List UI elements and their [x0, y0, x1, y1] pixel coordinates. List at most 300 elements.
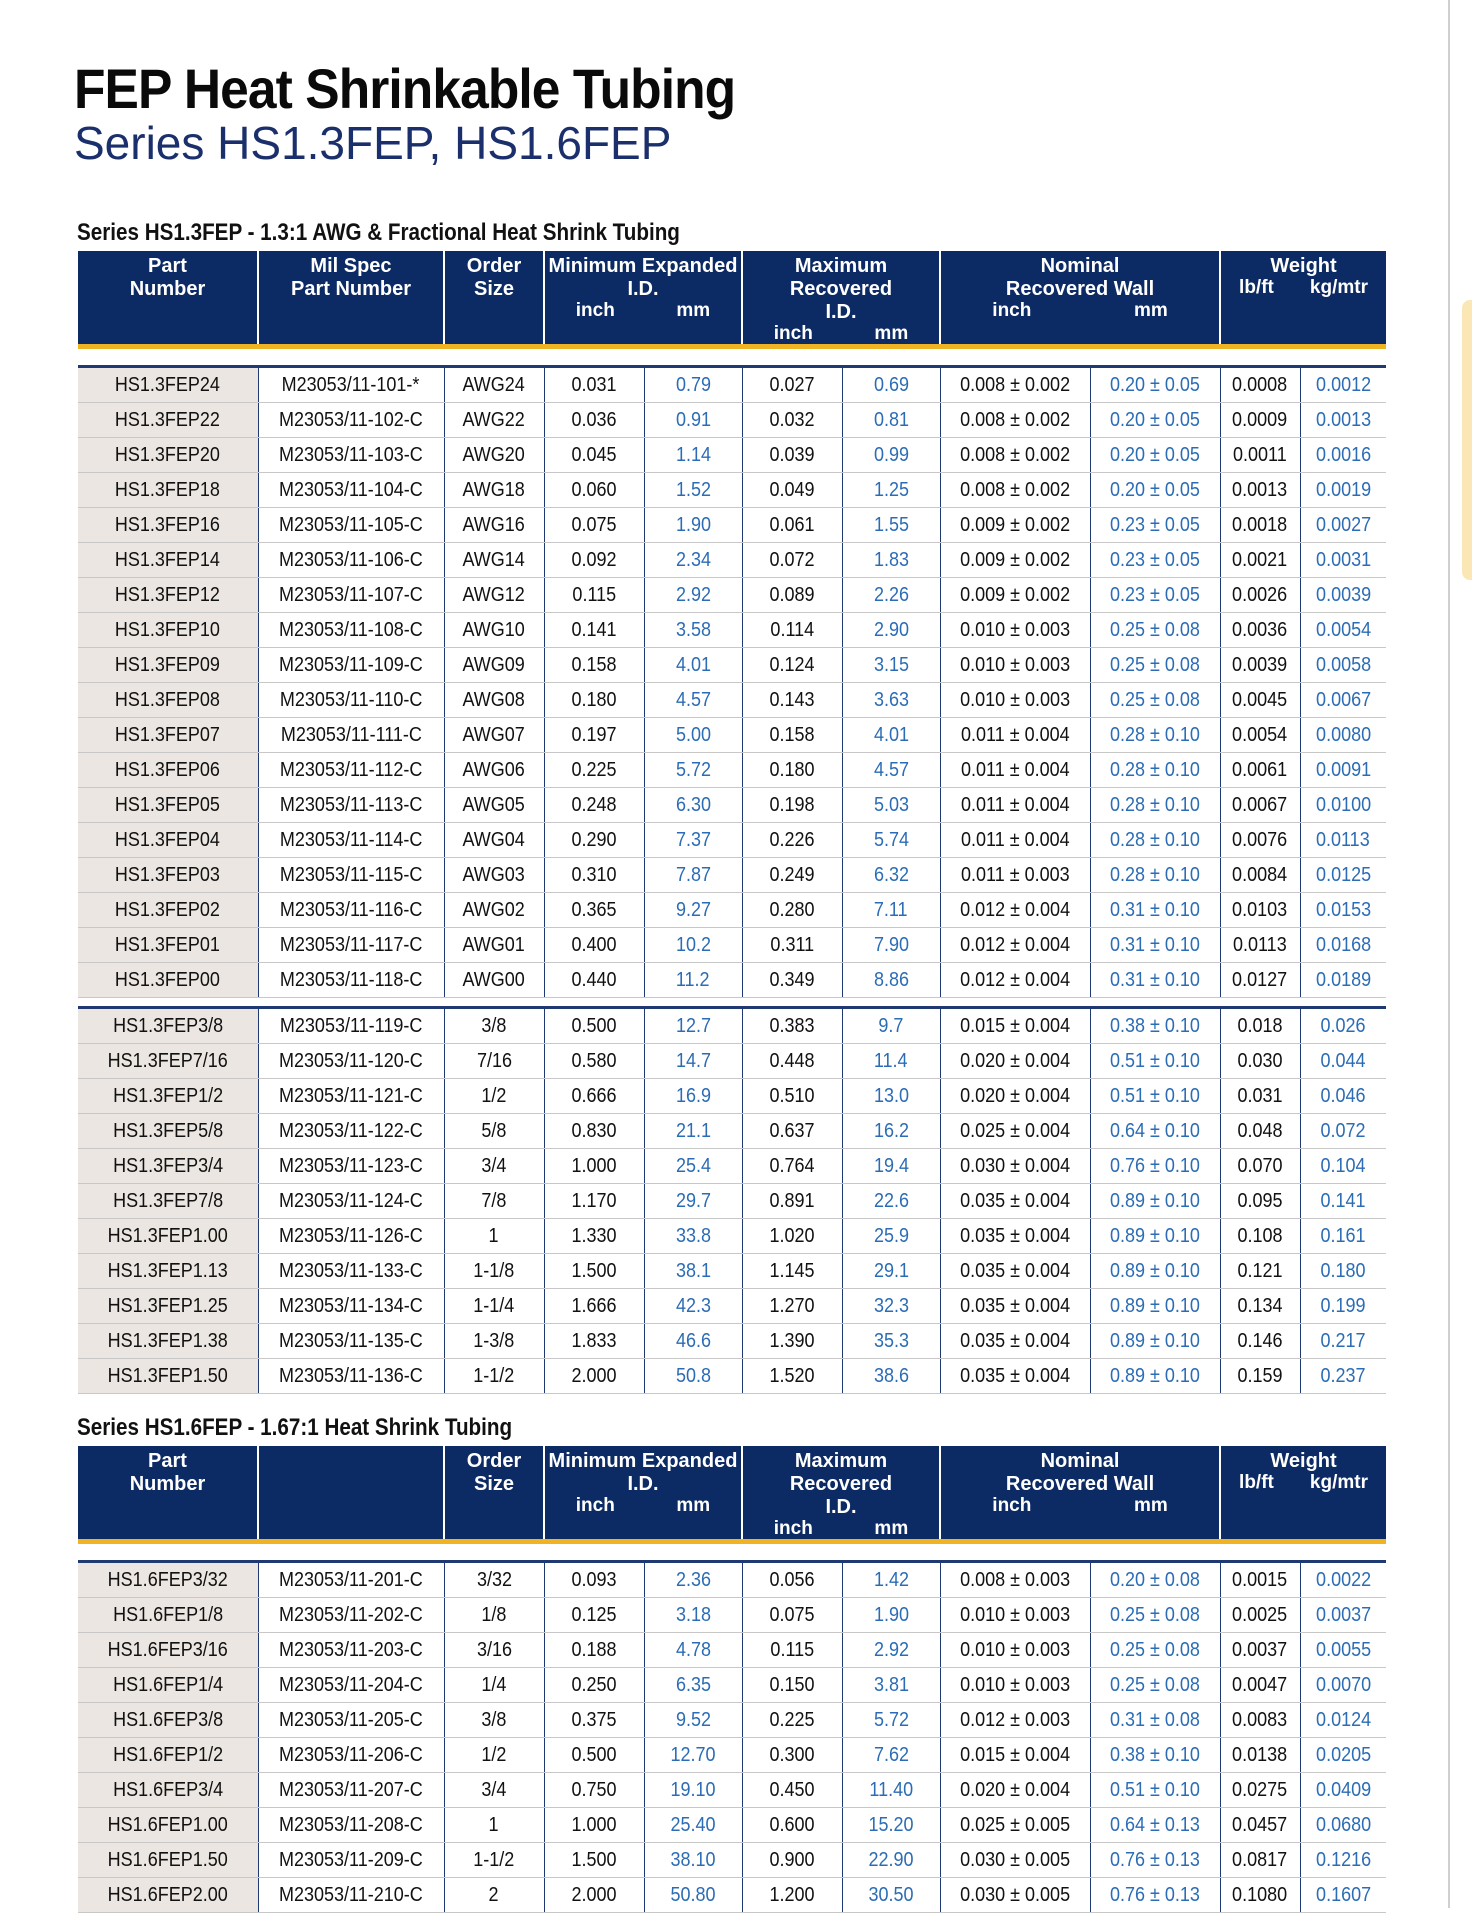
table-cell: 0.072 — [1300, 1114, 1386, 1149]
table-cell: M23053/11-204-C — [258, 1668, 444, 1703]
table-cell: 0.0083 — [1220, 1703, 1300, 1738]
table-cell: 0.0076 — [1220, 823, 1300, 858]
table-cell: 0.0125 — [1300, 858, 1386, 893]
unit-label: inch — [575, 1495, 615, 1516]
table-cell: 0.188 — [544, 1633, 644, 1668]
table-cell: 0.300 — [742, 1738, 842, 1773]
table-cell: 0.0113 — [1300, 823, 1386, 858]
table-cell: 7.62 — [842, 1738, 940, 1773]
table-cell: 0.008 ± 0.002 — [940, 438, 1090, 473]
table-cell: HS1.3FEP16 — [78, 508, 258, 543]
table-cell: 0.018 — [1220, 1009, 1300, 1044]
unit-label: inch — [992, 300, 1032, 321]
table-cell: 1-1/4 — [444, 1289, 544, 1324]
table-cell: HS1.3FEP1/2 — [78, 1079, 258, 1114]
table-cell: 22.90 — [842, 1843, 940, 1878]
table-row — [78, 1633, 1386, 1668]
table-cell: 0.125 — [544, 1598, 644, 1633]
section-title-hs16: Series HS1.6FEP - 1.67:1 Heat Shrink Tubing — [77, 1414, 513, 1441]
table-cell: 0.0008 — [1220, 368, 1300, 403]
table-row — [78, 473, 1386, 508]
table-cell: 9.7 — [842, 1009, 940, 1044]
table-cell: 7.87 — [644, 858, 742, 893]
table-cell: 0.25 ± 0.08 — [1090, 1668, 1220, 1703]
table-cell: HS1.3FEP1.13 — [78, 1254, 258, 1289]
table-cell: M23053/11-119-C — [258, 1009, 444, 1044]
table-cell: M23053/11-126-C — [258, 1219, 444, 1254]
table-cell: 0.25 ± 0.08 — [1090, 648, 1220, 683]
table-cell: 0.134 — [1220, 1289, 1300, 1324]
table-cell: 19.4 — [842, 1149, 940, 1184]
table-cell: 3.15 — [842, 648, 940, 683]
table-cell: M23053/11-120-C — [258, 1044, 444, 1079]
table-cell: 0.76 ± 0.13 — [1090, 1878, 1220, 1913]
table-cell: 0.666 — [544, 1079, 644, 1114]
table-cell: 0.030 ± 0.005 — [940, 1843, 1090, 1878]
table-cell: 0.64 ± 0.13 — [1090, 1808, 1220, 1843]
table-cell: 29.7 — [644, 1184, 742, 1219]
table-cell: HS1.6FEP3/16 — [78, 1633, 258, 1668]
header-nominal-wall: Nominal Recovered Wall inch mm — [940, 251, 1220, 344]
table-cell: 0.1080 — [1220, 1878, 1300, 1913]
table-cell: 0.365 — [544, 893, 644, 928]
table-cell: M23053/11-115-C — [258, 858, 444, 893]
spec-table-hs13 — [78, 251, 1386, 1394]
table-cell: 0.0409 — [1300, 1773, 1386, 1808]
table-cell: HS1.3FEP7/16 — [78, 1044, 258, 1079]
header-min-expanded-id: Minimum Expanded I.D. inch mm — [544, 251, 742, 344]
table-cell: M23053/11-113-C — [258, 788, 444, 823]
table-cell: 6.32 — [842, 858, 940, 893]
table-header-row — [78, 1446, 1386, 1539]
table-cell: 0.383 — [742, 1009, 842, 1044]
table-cell: 0.0026 — [1220, 578, 1300, 613]
table-cell: 0.23 ± 0.05 — [1090, 578, 1220, 613]
table-row — [78, 893, 1386, 928]
table-row — [78, 1184, 1386, 1219]
table-cell: 0.010 ± 0.003 — [940, 648, 1090, 683]
table-cell: 0.030 ± 0.005 — [940, 1878, 1090, 1913]
table-cell: 0.0047 — [1220, 1668, 1300, 1703]
table-cell: M23053/11-205-C — [258, 1703, 444, 1738]
table-cell: 0.310 — [544, 858, 644, 893]
table-cell: 0.250 — [544, 1668, 644, 1703]
table-cell: M23053/11-104-C — [258, 473, 444, 508]
table-cell: M23053/11-109-C — [258, 648, 444, 683]
table-cell: 11.2 — [644, 963, 742, 998]
unit-label: inch — [992, 1495, 1032, 1516]
table-cell: 0.0817 — [1220, 1843, 1300, 1878]
table-cell: 1.020 — [742, 1219, 842, 1254]
table-cell: HS1.3FEP1.25 — [78, 1289, 258, 1324]
table-cell: 0.25 ± 0.08 — [1090, 1633, 1220, 1668]
table-cell: 0.108 — [1220, 1219, 1300, 1254]
table-cell: M23053/11-102-C — [258, 403, 444, 438]
table-cell: 0.25 ± 0.08 — [1090, 1598, 1220, 1633]
table-cell: 3.63 — [842, 683, 940, 718]
table-cell: 0.89 ± 0.10 — [1090, 1359, 1220, 1394]
table-cell: 0.0055 — [1300, 1633, 1386, 1668]
table-cell: 3.81 — [842, 1668, 940, 1703]
table-cell: 1.42 — [842, 1563, 940, 1598]
table-cell: 0.025 ± 0.004 — [940, 1114, 1090, 1149]
table-cell: 0.89 ± 0.10 — [1090, 1184, 1220, 1219]
table-cell: 0.180 — [544, 683, 644, 718]
table-cell: M23053/11-124-C — [258, 1184, 444, 1219]
table-row — [78, 508, 1386, 543]
table-cell: AWG06 — [444, 753, 544, 788]
table-cell: 1.14 — [644, 438, 742, 473]
table-cell: M23053/11-206-C — [258, 1738, 444, 1773]
table-cell: 1.390 — [742, 1324, 842, 1359]
table-cell: 0.044 — [1300, 1044, 1386, 1079]
table-cell: 0.141 — [1300, 1184, 1386, 1219]
table-cell: HS1.3FEP04 — [78, 823, 258, 858]
table-cell: M23053/11-114-C — [258, 823, 444, 858]
table-cell: 0.0084 — [1220, 858, 1300, 893]
page-edge-line — [1448, 0, 1450, 1908]
table-cell: 0.28 ± 0.10 — [1090, 858, 1220, 893]
table-cell: M23053/11-203-C — [258, 1633, 444, 1668]
table-cell: 0.79 — [644, 368, 742, 403]
table-cell: 0.237 — [1300, 1359, 1386, 1394]
table-cell: AWG07 — [444, 718, 544, 753]
table-cell: HS1.3FEP20 — [78, 438, 258, 473]
table-row — [78, 718, 1386, 753]
table-cell: HS1.3FEP1.38 — [78, 1324, 258, 1359]
table-row — [78, 1324, 1386, 1359]
table-cell: 1.833 — [544, 1324, 644, 1359]
table-cell: 0.143 — [742, 683, 842, 718]
table-cell: 0.031 — [544, 368, 644, 403]
table-cell: 0.600 — [742, 1808, 842, 1843]
table-cell: 0.76 ± 0.13 — [1090, 1843, 1220, 1878]
table-row — [78, 1598, 1386, 1633]
table-cell: 11.4 — [842, 1044, 940, 1079]
table-cell: 0.0011 — [1220, 438, 1300, 473]
table-cell: 0.0016 — [1300, 438, 1386, 473]
table-cell: 2.000 — [544, 1359, 644, 1394]
header-weight: Weight lb/ft kg/mtr — [1220, 1446, 1386, 1539]
table-cell: 0.28 ± 0.10 — [1090, 718, 1220, 753]
table-cell: M23053/11-136-C — [258, 1359, 444, 1394]
table-cell: 0.0037 — [1300, 1598, 1386, 1633]
table-cell: 0.180 — [1300, 1254, 1386, 1289]
table-cell: 0.290 — [544, 823, 644, 858]
table-row — [78, 788, 1386, 823]
header-part-number: Part Number — [78, 251, 258, 344]
table-cell: 0.070 — [1220, 1149, 1300, 1184]
table-cell: 0.0054 — [1220, 718, 1300, 753]
table-cell: 0.008 ± 0.002 — [940, 403, 1090, 438]
table-cell: 0.891 — [742, 1184, 842, 1219]
table-cell: 0.093 — [544, 1563, 644, 1598]
table-cell: 3/4 — [444, 1149, 544, 1184]
table-cell: M23053/11-106-C — [258, 543, 444, 578]
table-cell: HS1.6FEP2.00 — [78, 1878, 258, 1913]
table-cell: 1/8 — [444, 1598, 544, 1633]
table-cell: 0.0045 — [1220, 683, 1300, 718]
table-cell: 0.146 — [1220, 1324, 1300, 1359]
table-row — [78, 963, 1386, 998]
table-cell: 1.000 — [544, 1149, 644, 1184]
table-cell: 21.1 — [644, 1114, 742, 1149]
table-header-row — [78, 251, 1386, 344]
table-cell: 0.248 — [544, 788, 644, 823]
table-cell: 0.23 ± 0.05 — [1090, 508, 1220, 543]
table-cell: 7/8 — [444, 1184, 544, 1219]
unit-label: mm — [874, 323, 909, 344]
table-cell: 0.750 — [544, 1773, 644, 1808]
table-cell: 0.0061 — [1220, 753, 1300, 788]
header-max-recovered-id: Maximum Recovered I.D. inch mm — [742, 1446, 940, 1539]
table-cell: 6.30 — [644, 788, 742, 823]
table-cell: 0.0037 — [1220, 1633, 1300, 1668]
table-cell: 6.35 — [644, 1668, 742, 1703]
table-cell: 7.37 — [644, 823, 742, 858]
table-cell: HS1.3FEP1.50 — [78, 1359, 258, 1394]
unit-label: lb/ft — [1239, 277, 1274, 298]
table-row — [78, 648, 1386, 683]
table-cell: 0.69 — [842, 368, 940, 403]
table-cell: HS1.3FEP00 — [78, 963, 258, 998]
table-cell: 0.0015 — [1220, 1563, 1300, 1598]
table-cell: AWG04 — [444, 823, 544, 858]
table-cell: M23053/11-122-C — [258, 1114, 444, 1149]
table-cell: 2.26 — [842, 578, 940, 613]
table-cell: 0.0080 — [1300, 718, 1386, 753]
table-cell: 0.580 — [544, 1044, 644, 1079]
table-cell: 0.046 — [1300, 1079, 1386, 1114]
table-cell: 5.72 — [644, 753, 742, 788]
table-cell: 1.200 — [742, 1878, 842, 1913]
table-cell: 0.020 ± 0.004 — [940, 1079, 1090, 1114]
table-row — [78, 1808, 1386, 1843]
table-cell: HS1.3FEP18 — [78, 473, 258, 508]
table-cell: M23053/11-123-C — [258, 1149, 444, 1184]
table-cell: 0.1216 — [1300, 1843, 1386, 1878]
table-cell: 0.0275 — [1220, 1773, 1300, 1808]
table-cell: 0.114 — [742, 613, 842, 648]
table-cell: 1.83 — [842, 543, 940, 578]
table-cell: 0.500 — [544, 1009, 644, 1044]
table-cell: 0.011 ± 0.003 — [940, 858, 1090, 893]
table-cell: 0.049 — [742, 473, 842, 508]
table-cell: M23053/11-101-* — [258, 368, 444, 403]
table-row — [78, 823, 1386, 858]
table-cell: 0.0457 — [1220, 1808, 1300, 1843]
table-cell: 1.270 — [742, 1289, 842, 1324]
table-cell: HS1.3FEP10 — [78, 613, 258, 648]
table-cell: HS1.3FEP08 — [78, 683, 258, 718]
table-cell: 1-3/8 — [444, 1324, 544, 1359]
table-cell: 0.0070 — [1300, 1668, 1386, 1703]
table-cell: 0.072 — [742, 543, 842, 578]
table-cell: 0.830 — [544, 1114, 644, 1149]
table-cell: HS1.3FEP24 — [78, 368, 258, 403]
table-cell: 0.0018 — [1220, 508, 1300, 543]
header-order-size: Order Size — [444, 1446, 544, 1539]
table-cell: 42.3 — [644, 1289, 742, 1324]
header-order-size: Order Size — [444, 251, 544, 344]
table-cell: 0.075 — [544, 508, 644, 543]
table-row — [78, 1738, 1386, 1773]
table-cell: 1/2 — [444, 1738, 544, 1773]
table-cell: 0.026 — [1300, 1009, 1386, 1044]
table-cell: HS1.3FEP22 — [78, 403, 258, 438]
table-cell: 38.6 — [842, 1359, 940, 1394]
table-cell: 3/8 — [444, 1703, 544, 1738]
table-cell: 0.161 — [1300, 1219, 1386, 1254]
table-row — [78, 1044, 1386, 1079]
table-cell: 0.0091 — [1300, 753, 1386, 788]
table-cell: 0.0100 — [1300, 788, 1386, 823]
table-row — [78, 683, 1386, 718]
unit-label: mm — [874, 1518, 909, 1539]
table-cell: 2 — [444, 1878, 544, 1913]
table-cell: 22.6 — [842, 1184, 940, 1219]
table-cell: 1.000 — [544, 1808, 644, 1843]
table-cell: 5.03 — [842, 788, 940, 823]
table-cell: 12.70 — [644, 1738, 742, 1773]
table-cell: 0.141 — [544, 613, 644, 648]
unit-label: mm — [676, 300, 711, 321]
header-mil-spec: Mil Spec Part Number — [258, 251, 444, 344]
table-cell: 19.10 — [644, 1773, 742, 1808]
table-cell: HS1.6FEP3/32 — [78, 1563, 258, 1598]
table-row — [78, 613, 1386, 648]
table-cell: 0.0067 — [1220, 788, 1300, 823]
table-cell: 50.80 — [644, 1878, 742, 1913]
table-cell: 1-1/2 — [444, 1843, 544, 1878]
table-row — [78, 753, 1386, 788]
table-cell: 0.0021 — [1220, 543, 1300, 578]
table-cell: 0.031 — [1220, 1079, 1300, 1114]
table-cell: 46.6 — [644, 1324, 742, 1359]
table-cell: HS1.3FEP02 — [78, 893, 258, 928]
table-cell: 1.145 — [742, 1254, 842, 1289]
table-cell: 0.011 ± 0.004 — [940, 788, 1090, 823]
table-cell: 0.225 — [544, 753, 644, 788]
table-cell: 4.57 — [644, 683, 742, 718]
table-row — [78, 1773, 1386, 1808]
unit-label: inch — [773, 323, 813, 344]
table-cell: 0.764 — [742, 1149, 842, 1184]
table-cell: 0.0058 — [1300, 648, 1386, 683]
table-cell: AWG01 — [444, 928, 544, 963]
table-cell: 0.010 ± 0.003 — [940, 1633, 1090, 1668]
table-cell: 12.7 — [644, 1009, 742, 1044]
table-cell: AWG16 — [444, 508, 544, 543]
table-cell: M23053/11-103-C — [258, 438, 444, 473]
table-cell: 0.115 — [742, 1633, 842, 1668]
table-cell: 0.159 — [1220, 1359, 1300, 1394]
table-cell: 0.0680 — [1300, 1808, 1386, 1843]
table-cell: 0.0009 — [1220, 403, 1300, 438]
table-row — [78, 1563, 1386, 1598]
table-row — [78, 1254, 1386, 1289]
table-cell: 38.1 — [644, 1254, 742, 1289]
table-cell: 1.500 — [544, 1254, 644, 1289]
table-row — [78, 1079, 1386, 1114]
table-cell: 0.121 — [1220, 1254, 1300, 1289]
table-cell: 0.150 — [742, 1668, 842, 1703]
table-cell: 0.20 ± 0.05 — [1090, 403, 1220, 438]
table-cell: HS1.6FEP1/2 — [78, 1738, 258, 1773]
table-cell: 0.0103 — [1220, 893, 1300, 928]
table-cell: HS1.3FEP01 — [78, 928, 258, 963]
table-cell: 35.3 — [842, 1324, 940, 1359]
table-cell: 0.010 ± 0.003 — [940, 613, 1090, 648]
table-cell: 0.061 — [742, 508, 842, 543]
table-cell: 1.55 — [842, 508, 940, 543]
unit-label: mm — [1133, 300, 1168, 321]
table-cell: 0.158 — [544, 648, 644, 683]
table-cell: 0.0127 — [1220, 963, 1300, 998]
table-cell: 0.450 — [742, 1773, 842, 1808]
table-cell: 0.0019 — [1300, 473, 1386, 508]
table-cell: 0.035 ± 0.004 — [940, 1359, 1090, 1394]
table-row — [78, 1878, 1386, 1913]
table-cell: 0.440 — [544, 963, 644, 998]
table-cell: AWG02 — [444, 893, 544, 928]
table-cell: 0.0027 — [1300, 508, 1386, 543]
table-cell: 0.039 — [742, 438, 842, 473]
table-cell: 10.2 — [644, 928, 742, 963]
table-cell: HS1.3FEP3/4 — [78, 1149, 258, 1184]
table-cell: 0.91 — [644, 403, 742, 438]
table-cell: M23053/11-134-C — [258, 1289, 444, 1324]
table-cell: 0.89 ± 0.10 — [1090, 1219, 1220, 1254]
table-row — [78, 1359, 1386, 1394]
table-row — [78, 543, 1386, 578]
unit-label: kg/mtr — [1309, 277, 1368, 298]
table-cell: 0.99 — [842, 438, 940, 473]
table-cell: 0.23 ± 0.05 — [1090, 543, 1220, 578]
table-cell: 0.510 — [742, 1079, 842, 1114]
table-cell: 0.20 ± 0.05 — [1090, 438, 1220, 473]
table-row — [78, 1668, 1386, 1703]
table-cell: 4.01 — [842, 718, 940, 753]
table-cell: HS1.3FEP05 — [78, 788, 258, 823]
table-row — [78, 1703, 1386, 1738]
table-cell: HS1.3FEP14 — [78, 543, 258, 578]
table-cell: 0.31 ± 0.08 — [1090, 1703, 1220, 1738]
table-cell: 0.0205 — [1300, 1738, 1386, 1773]
table-cell: 0.158 — [742, 718, 842, 753]
table-cell: AWG05 — [444, 788, 544, 823]
table-cell: 9.27 — [644, 893, 742, 928]
table-cell: HS1.3FEP03 — [78, 858, 258, 893]
table-cell: 2.36 — [644, 1563, 742, 1598]
table-cell: 0.008 ± 0.002 — [940, 368, 1090, 403]
table-cell: HS1.3FEP12 — [78, 578, 258, 613]
table-cell: 1.25 — [842, 473, 940, 508]
table-cell: 0.0012 — [1300, 368, 1386, 403]
table-cell: 25.4 — [644, 1149, 742, 1184]
table-cell: 0.25 ± 0.08 — [1090, 683, 1220, 718]
table-row — [78, 1843, 1386, 1878]
table-cell: 1.330 — [544, 1219, 644, 1254]
table-cell: 0.025 ± 0.005 — [940, 1808, 1090, 1843]
table-cell: 0.011 ± 0.004 — [940, 718, 1090, 753]
table-cell: 3/4 — [444, 1773, 544, 1808]
table-cell: 0.51 ± 0.10 — [1090, 1079, 1220, 1114]
unit-label: lb/ft — [1239, 1472, 1274, 1493]
table-cell: M23053/11-201-C — [258, 1563, 444, 1598]
table-cell: 2.000 — [544, 1878, 644, 1913]
table-cell: HS1.6FEP1.50 — [78, 1843, 258, 1878]
